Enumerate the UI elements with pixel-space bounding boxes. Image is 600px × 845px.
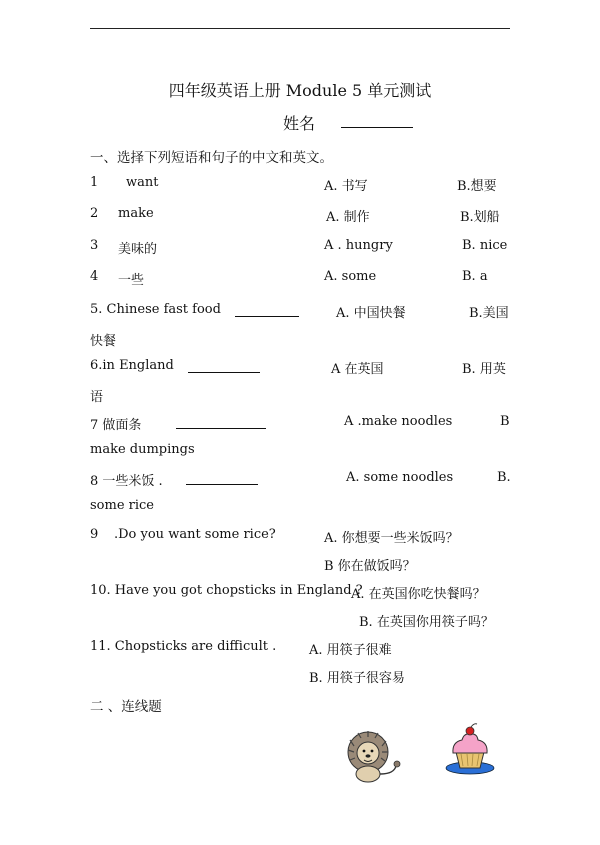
q3-prompt: 美味的 <box>118 242 158 257</box>
cherry-stem <box>471 724 477 727</box>
name-blank[interactable] <box>341 127 413 128</box>
q4-option-b: B. a <box>462 269 488 284</box>
q6-blank[interactable] <box>188 372 260 373</box>
q5-prompt: 5. Chinese fast food <box>90 302 221 317</box>
section2-heading: 二 、连线题 <box>90 699 162 715</box>
q6-option-a: A 在英国 <box>331 362 384 377</box>
q7-blank[interactable] <box>176 428 266 429</box>
section1-heading: 一、选择下列短语和句子的中文和英文。 <box>90 150 333 166</box>
q5-continuation: 快餐 <box>90 334 117 349</box>
q11-prompt: 11. Chopsticks are difficult . <box>90 639 277 654</box>
q9-number: 9 <box>90 527 99 542</box>
q2-prompt: make <box>118 206 154 221</box>
cupcake-cherry <box>466 727 474 735</box>
q8-blank[interactable] <box>186 484 258 485</box>
q8-continuation: some rice <box>90 498 154 513</box>
q5-blank[interactable] <box>235 316 299 317</box>
cupcake-cup <box>456 752 484 768</box>
page-title: 四年级英语上册 Module 5 单元测试 <box>168 81 432 100</box>
q2-number: 2 <box>90 206 99 221</box>
q9-prompt: .Do you want some rice? <box>114 527 276 542</box>
q6-option-b: B. 用英 <box>462 362 506 377</box>
q1-option-b: B.想要 <box>457 179 497 194</box>
q5-option-b: B.美国 <box>469 306 509 321</box>
q8-prompt: 8 一些米饭 . <box>90 474 163 489</box>
q11-option-a: A. 用筷子很难 <box>309 643 392 658</box>
q4-number: 4 <box>90 269 99 284</box>
lion-tail-tuft <box>394 761 400 767</box>
q4-option-a: A. some <box>324 269 377 284</box>
q3-option-b: B. nice <box>462 238 508 253</box>
q11-option-b: B. 用筷子很容易 <box>309 671 405 686</box>
q10-prompt: 10. Have you got chopsticks in England ? <box>90 583 363 598</box>
q9-option-b: B 你在做饭吗？ <box>324 559 416 574</box>
lion-tail <box>380 766 396 774</box>
q6-prompt: 6.in England <box>90 358 174 373</box>
q7-prompt: 7 做面条 <box>90 418 142 433</box>
q2-option-b: B.划船 <box>460 210 500 225</box>
name-label: 姓名 <box>283 114 316 133</box>
q4-prompt: 一些 <box>118 273 145 288</box>
cupcake-picture <box>444 722 496 778</box>
top-rule <box>90 28 510 29</box>
q1-number: 1 <box>90 175 99 190</box>
q8-option-b: B. <box>497 470 511 485</box>
q1-prompt: want <box>126 175 159 190</box>
q9-option-a: A. 你想要一些米饭吗？ <box>324 531 459 546</box>
lion-picture <box>338 728 408 784</box>
q6-continuation: 语 <box>90 390 104 405</box>
lion-body <box>356 766 380 782</box>
q3-option-a: A . hungry <box>324 238 393 253</box>
q3-number: 3 <box>90 238 99 253</box>
q7-option-b: B <box>500 414 510 429</box>
lion-face <box>357 742 379 764</box>
q10-option-a: A. 在英国你吃快餐吗？ <box>351 587 486 602</box>
q7-option-a: A .make noodles <box>344 414 453 429</box>
q10-option-b: B. 在英国你用筷子吗？ <box>359 615 494 630</box>
lion-nose <box>366 754 371 757</box>
q8-option-a: A. some noodles <box>346 470 454 485</box>
cupcake-cream <box>453 734 487 753</box>
lion-eye-right <box>371 750 374 753</box>
q2-option-a: A. 制作 <box>326 210 370 225</box>
q5-option-a: A. 中国快餐 <box>336 306 406 321</box>
q1-option-a: A. 书写 <box>324 179 368 194</box>
q7-continuation: make dumpings <box>90 442 195 457</box>
lion-eye-left <box>363 750 366 753</box>
